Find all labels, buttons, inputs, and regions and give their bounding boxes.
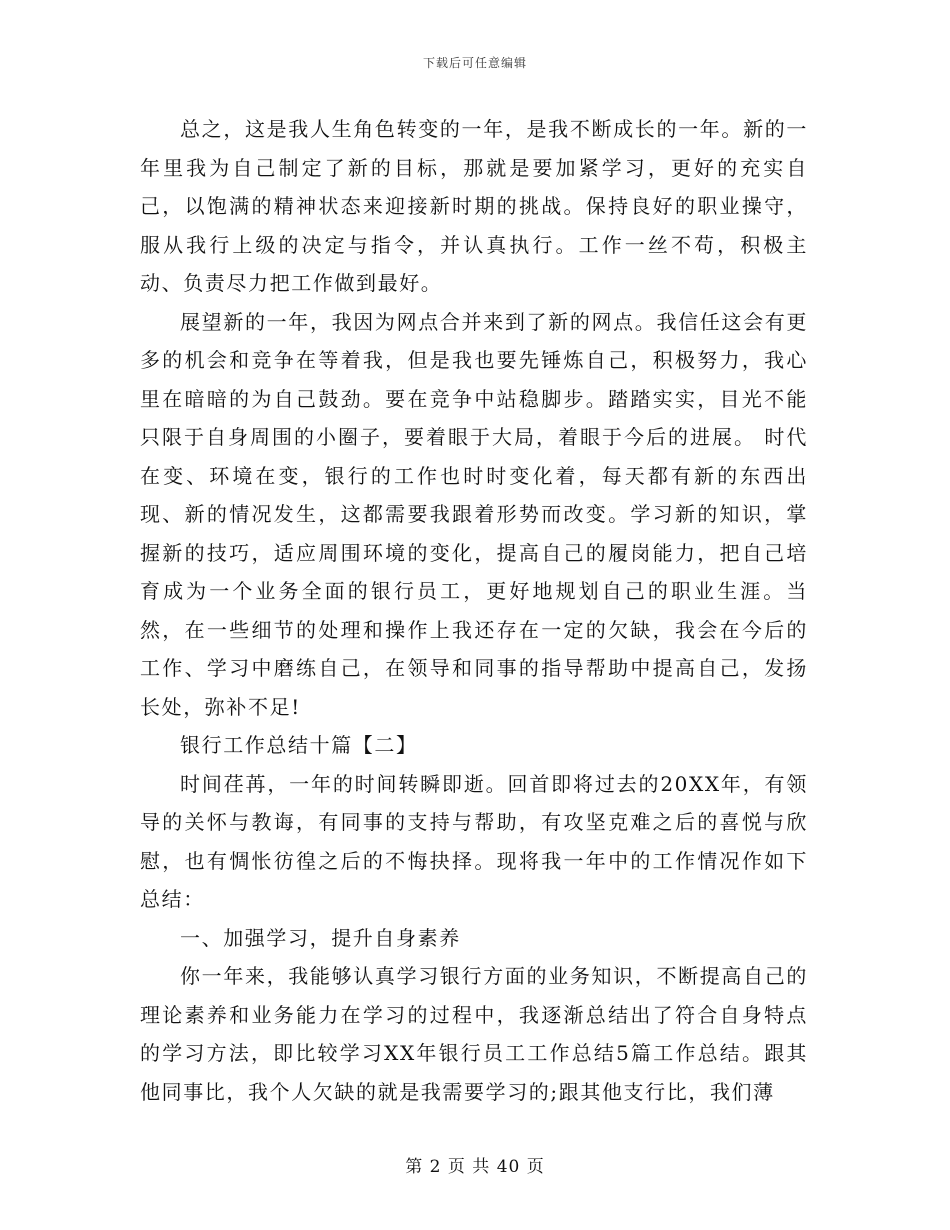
document-body xyxy=(140,110,808,1111)
subsection-heading: 一、加强学习，提升自身素养 xyxy=(180,925,461,950)
page-header: 下载后可任意编辑 xyxy=(422,56,527,70)
page-number: 第 2 页 共 40 页 xyxy=(405,1157,545,1177)
paragraph-2: 展望新的一年，我因为网点合并来到了新的网点。我信任这会有更多的机会和竞争在等着我，但是我也要先锤炼自己，积极努力，我心里在暗暗的为自己鼓劲。要在竞争中站稳脚步。踏踏实实，目光不能只限于自身周围的小圈子，要着眼于大局，着眼于今后的进展。 时代在变、环境在变，银行的工作也时时变化着，每天都有新的东西出现、新的情况发生，这都需要我跟着形势而改变。学习新的知识，掌握新的技巧，适应周围环境的变化，提高自己的履岗能力，把自己培育成为一个业务全面的银行员工，更好地规划自己的职业生涯。当然，在一些细节的处理和操作上我还存在一定的欠缺，我会在今后的工作、学习中磨练自己，在领导和同事的指导帮助中提高自己，发扬长处，弥补不足! xyxy=(140,309,808,719)
paragraph-3: 时间荏苒，一年的时间转瞬即逝。回首即将过去的20XX年，有领导的关怀与教诲，有同事的支持与帮助，有攻坚克难之后的喜悦与欣慰，也有惆怅彷徨之后的不悔抉择。现将我一年中的工作情况作如下总结： xyxy=(140,771,808,911)
paragraph-4: 你一年来，我能够认真学习银行方面的业务知识，不断提高自己的理论素养和业务能力在学习的过程中，我逐渐总结出了符合自身特点的学习方法，即比较学习XX年银行员工工作总结5篇工作总结。跟其他同事比，我个人欠缺的就是我需要学习的;跟其他支行比，我们薄 xyxy=(140,964,808,1104)
paragraph-1: 总之，这是我人生角色转变的一年，是我不断成长的一年。新的一年里我为自己制定了新的目标，那就是要加紧学习，更好的充实自己，以饱满的精神状态来迎接新时期的挑战。保持良好的职业操守，服从我行上级的决定与指令，并认真执行。工作一丝不苟，积极主动、负责尽力把工作做到最好。 xyxy=(140,117,808,295)
section-title: 银行工作总结十篇【二】 xyxy=(180,733,418,757)
